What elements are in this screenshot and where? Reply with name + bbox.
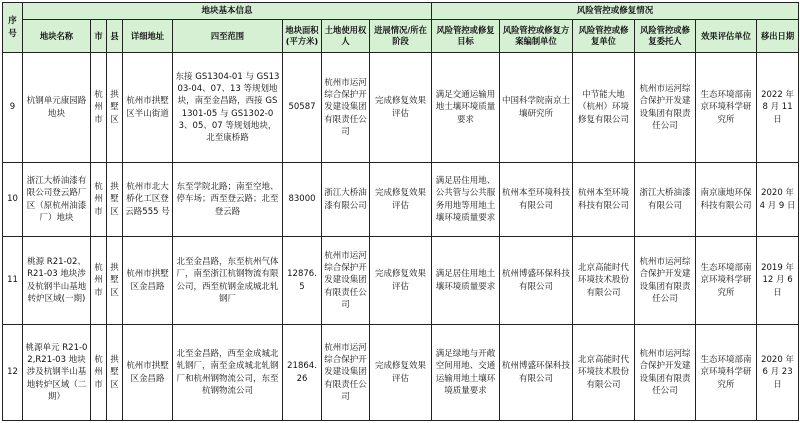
cell-name: 桃源单元 R21-02,R21-03 地块涉及杭钢半山基地转炉区域（二期）	[23, 325, 91, 421]
cell-eval-unit: 生态环境部南京环境科学研究所	[696, 325, 757, 421]
cell-county: 拱墅区	[107, 53, 123, 163]
table-row	[3, 53, 799, 163]
header-client: 风险管控或修复委托人	[635, 20, 696, 53]
table-row	[3, 163, 799, 237]
cell-area: 83000	[283, 163, 322, 237]
cell-area: 12876.5	[283, 237, 322, 325]
cell-name: 杭钢单元康园路地块	[23, 53, 91, 163]
cell-progress: 完成修复效果评估	[370, 53, 432, 163]
cell-plan-unit: 杭州博盛环保科技有限公司	[500, 325, 573, 421]
header-county: 县	[107, 20, 123, 53]
cell-plan-unit: 中国科学院南京土壤研究所	[500, 53, 573, 163]
cell-target: 满足交通运输用地土壤环境质量要求	[432, 53, 500, 163]
cell-plan-unit: 杭州博盛环保科技有限公司	[500, 237, 573, 325]
cell-seq: 11	[3, 237, 23, 325]
header-group-row	[3, 3, 799, 20]
header-progress: 进展情况/所在阶段	[370, 20, 432, 53]
cell-eval-unit: 生态环境部南京环境科学研究所	[696, 53, 757, 163]
header-name: 地块名称	[23, 20, 91, 53]
cell-address: 杭州市拱墅区金昌路	[123, 325, 173, 421]
cell-name: 桃源 R21-02、R21-03 地块涉及杭钢半山基地转炉区域(一期)	[23, 237, 91, 325]
cell-impl-unit: 北京高能时代环境技术股份有限公司	[573, 237, 635, 325]
cell-boundary: 东至学院北路；南至空地、停车场；西至登云路；北至登云路	[173, 163, 283, 237]
cell-seq: 12	[3, 325, 23, 421]
header-removal-date: 移出日期	[757, 20, 799, 53]
cell-client: 杭州市运河综合保护开发建设集团有限责任公司	[635, 325, 696, 421]
cell-client: 浙江大桥油漆有限公司	[635, 163, 696, 237]
cell-removal-date: 2019 年 12 月 6 日	[757, 237, 799, 325]
cell-county: 拱墅区	[107, 237, 123, 325]
cell-seq: 10	[3, 163, 23, 237]
cell-owner: 杭州市运河综合保护开发建设集团有限责任公司	[322, 237, 370, 325]
cell-impl-unit: 杭州本至环境科技有限公司	[573, 163, 635, 237]
cell-area: 21864.26	[283, 325, 322, 421]
header-area: 地块面积(平方米)	[283, 20, 322, 53]
header-city: 市	[91, 20, 107, 53]
cell-county: 拱墅区	[107, 163, 123, 237]
table-row	[3, 237, 799, 325]
cell-owner: 杭州市运河综合保护开发建设集团有限责任公司	[322, 325, 370, 421]
cell-progress: 完成修复效果评估	[370, 163, 432, 237]
header-impl-unit: 风险管控或修复单位	[573, 20, 635, 53]
header-owner: 土地使用权人	[322, 20, 370, 53]
cell-target: 满足居住用地土壤环境质量要求	[432, 237, 500, 325]
cell-impl-unit: 中节能大地（杭州）环境修复有限公司	[573, 53, 635, 163]
cell-removal-date: 2020 年 4 月 9 日	[757, 163, 799, 237]
cell-owner: 杭州市运河综合保护开发建设集团有限责任公司	[322, 53, 370, 163]
cell-impl-unit: 北京高能时代环境技术股份有限公司	[573, 325, 635, 421]
header-group-basic: 地块基本信息	[23, 3, 432, 20]
cell-plan-unit: 杭州本至环境科技有限公司	[500, 163, 573, 237]
cell-target: 满足绿地与开敞空间用地、交通运输用地土壤环境质量要求	[432, 325, 500, 421]
cell-progress: 完成修复效果评估	[370, 325, 432, 421]
table-row	[3, 325, 799, 421]
cell-boundary: 北至金昌路，东至杭州气体厂，南至浙江杭钢物流有限公司，西至杭钢金成城北轧钢厂	[173, 237, 283, 325]
cell-area: 50587	[283, 53, 322, 163]
header-seq: 序号	[3, 3, 23, 53]
header-target: 风险管控或修复目标	[432, 20, 500, 53]
header-group-risk: 风险管控或修复情况	[432, 3, 799, 20]
header-row	[3, 20, 799, 53]
cell-target: 满足居住用地、公共管与公共服务用地等用地土壤环境质量要求	[432, 163, 500, 237]
cell-boundary: 北至金昌路，西至金成城北轧钢厂，南至金成城北轧钢厂和杭州钢物流公司，东至杭钢物流公司	[173, 325, 283, 421]
cell-name: 浙江大桥油漆有限公司登云路厂区（原杭州油漆厂）地块	[23, 163, 91, 237]
header-address: 详细地址	[123, 20, 173, 53]
cell-city: 杭州市	[91, 163, 107, 237]
cell-owner: 浙江大桥油漆有限公司	[322, 163, 370, 237]
cell-boundary: 东接 GS1304-01 与 GS1303-04、07、13 等规划地块，南至金昌路，西接 GS1301-05 与 GS1302-03、05、07 等规划地块，北至康桥路	[173, 53, 283, 163]
cell-city: 杭州市	[91, 325, 107, 421]
cell-address: 杭州市拱墅区金昌路	[123, 237, 173, 325]
cell-eval-unit: 生态环境部南京环境科学研究所	[696, 237, 757, 325]
site-table	[2, 2, 799, 421]
cell-client: 杭州市运河综合保护开发建设集团有限责任公司	[635, 53, 696, 163]
cell-client: 杭州市运河综合保护开发建设集团有限责任公司	[635, 237, 696, 325]
cell-progress: 完成修复效果评估	[370, 237, 432, 325]
cell-seq: 9	[3, 53, 23, 163]
header-eval-unit: 效果评估单位	[696, 20, 757, 53]
cell-removal-date: 2022 年 8 月 11 日	[757, 53, 799, 163]
cell-county: 拱墅区	[107, 325, 123, 421]
cell-city: 杭州市	[91, 237, 107, 325]
cell-removal-date: 2020 年 6 月 23 日	[757, 325, 799, 421]
header-plan-unit: 风险管控或修复方案编制单位	[500, 20, 573, 53]
cell-address: 杭州市北大桥化工区登云路555 号	[123, 163, 173, 237]
cell-address: 杭州市拱墅区半山街道	[123, 53, 173, 163]
header-boundary: 四至范围	[173, 20, 283, 53]
cell-eval-unit: 南京康地环保科技有限公司	[696, 163, 757, 237]
cell-city: 杭州市	[91, 53, 107, 163]
